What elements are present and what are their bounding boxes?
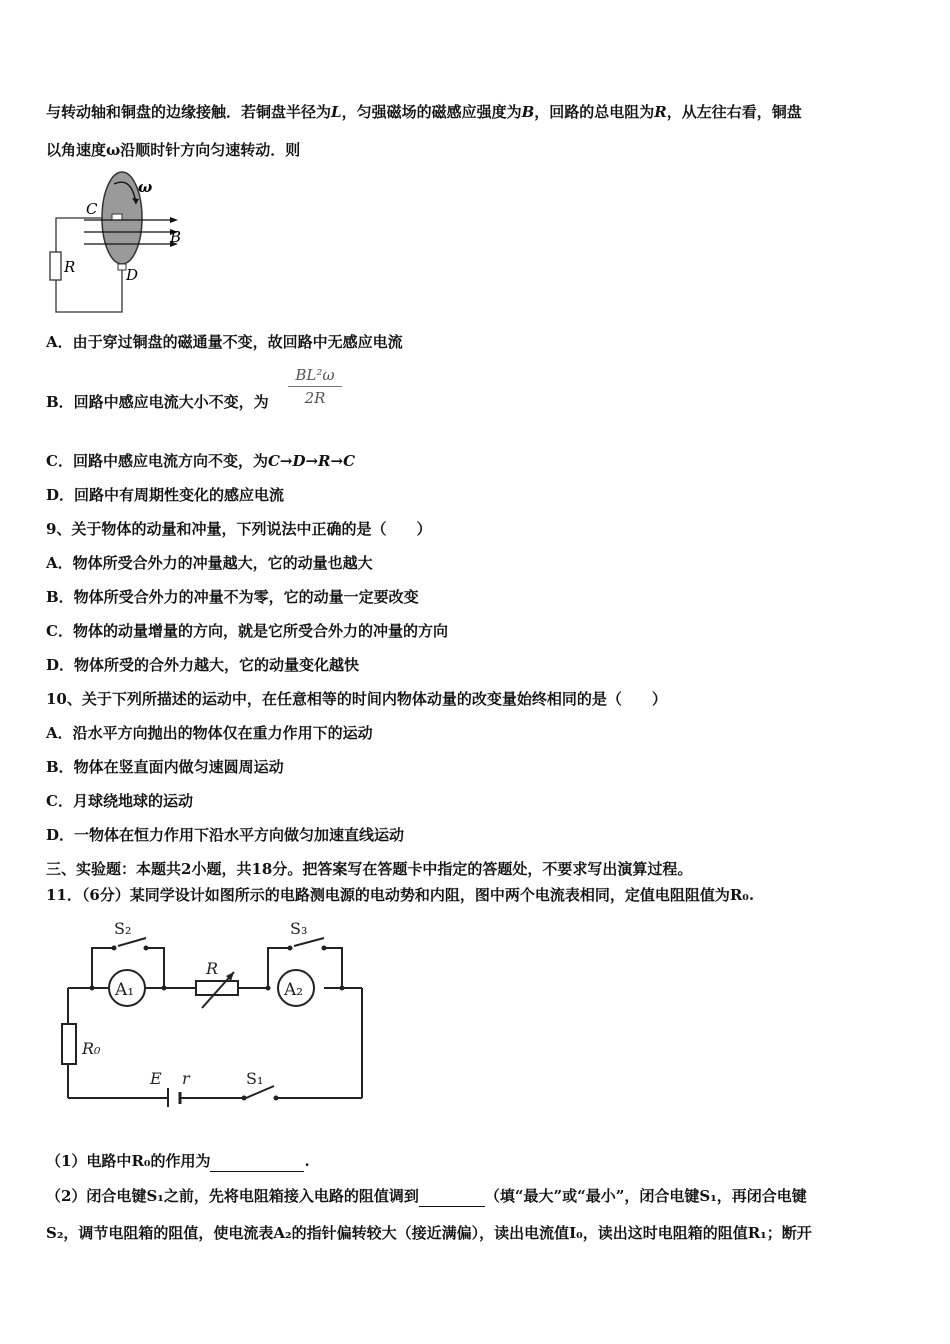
ammeter-a2-label: A₂ <box>284 980 304 1000</box>
omega-label: ω <box>138 178 153 196</box>
field-b-label: B <box>170 228 182 246</box>
q9-option-b: B．物体所受合外力的冲量不为零，它的动量一定要改变 <box>46 588 419 606</box>
switch-s2-label: S₂ <box>114 919 132 938</box>
q8-option-d: D．回路中有周期性变化的感应电流 <box>46 486 285 504</box>
q8-option-b: B．回路中感应电流大小不变，为 <box>46 393 269 411</box>
intro-line-1: 与转动轴和铜盘的边缘接触．若铜盘半径为L，匀强磁场的磁感应强度为B，回路的总电阻为R，从左往右看，铜盘 <box>46 103 802 121</box>
q8-option-a: A．由于穿过铜盘的磁通量不变，故回路中无感应电流 <box>46 333 403 351</box>
copper-disc-figure <box>44 170 194 315</box>
point-d-label: D <box>126 266 139 284</box>
q9-option-a: A．物体所受合外力的冲量越大，它的动量也越大 <box>46 554 373 572</box>
section-3-heading: 三、实验题：本题共2小题，共18分。把答案写在答题卡中指定的答题处，不要求写出演算过程。 <box>46 860 693 878</box>
q9-stem: 9、关于物体的动量和冲量，下列说法中正确的是（ ） <box>46 520 432 538</box>
current-fraction <box>288 366 342 407</box>
q11-stem: 11．（6分）某同学设计如图所示的电路测电源的电动势和内阻，图中两个电流表相同，定值电阻阻值为R₀. <box>46 886 755 904</box>
rheostat-r-label: R <box>206 959 219 978</box>
q11-part-2-continued: S₂，调节电阻箱的阻值，使电流表A₂的指针偏转较大（接近满偏），读出电流值I₀，读出这时电阻箱的阻值R₁；断开 <box>46 1224 812 1242</box>
fraction-denominator: 2R <box>304 389 326 407</box>
q8-option-c: C．回路中感应电流方向不变，为C→D→R→C <box>46 452 356 470</box>
switch-s1-label: S₁ <box>246 1069 264 1088</box>
ammeter-a1-label: A₁ <box>115 980 135 1000</box>
q10-option-b: B．物体在竖直面内做匀速圆周运动 <box>46 758 284 776</box>
q10-option-d: D．一物体在恒力作用下沿水平方向做匀加速直线运动 <box>46 826 405 844</box>
q11-part-1: （1）电路中R₀的作用为 . <box>46 1152 310 1170</box>
switch-s3-label: S₃ <box>290 919 308 938</box>
intro-line-2: 以角速度ω沿顺时针方向匀速转动．则 <box>46 141 301 159</box>
resistor-r-label: R <box>64 258 76 276</box>
internal-r-label: r <box>182 1069 190 1088</box>
q10-option-a: A．沿水平方向抛出的物体仅在重力作用下的运动 <box>46 724 373 742</box>
circuit-figure <box>56 912 376 1107</box>
q10-stem: 10、关于下列所描述的运动中，在任意相等的时间内物体动量的改变量始终相同的是（ ） <box>46 690 667 708</box>
answer-blank-2[interactable] <box>419 1186 485 1207</box>
emf-e-label: E <box>150 1069 162 1088</box>
point-c-label: C <box>86 200 98 218</box>
q11-part-2: （2）闭合电键S₁之前，先将电阻箱接入电路的阻值调到 （填“最大”或“最小”，闭合电键S₁，再闭合电键 <box>46 1187 807 1205</box>
answer-blank-1[interactable] <box>210 1151 304 1172</box>
q10-option-c: C．月球绕地球的运动 <box>46 792 193 810</box>
fraction-numerator: BL²ω <box>288 366 342 387</box>
q9-option-c: C．物体的动量增量的方向，就是它所受合外力的冲量的方向 <box>46 622 448 640</box>
q9-option-d: D．物体所受的合外力越大，它的动量变化越快 <box>46 656 360 674</box>
resistor-r0-label: R₀ <box>82 1039 101 1058</box>
